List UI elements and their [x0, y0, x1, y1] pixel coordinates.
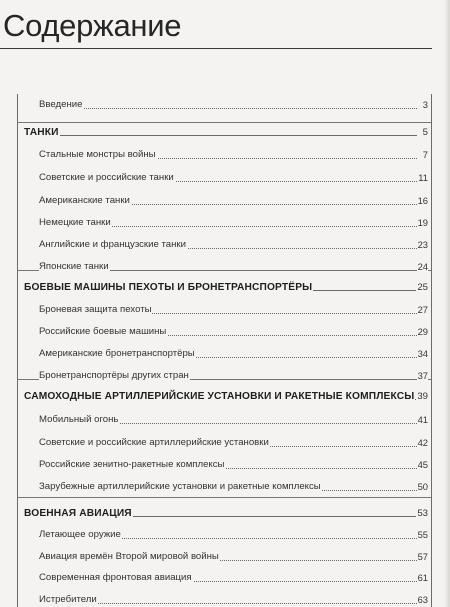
toc-entry[interactable]: [18, 193, 431, 207]
toc-page-number: 16: [417, 195, 428, 206]
toc-page-number: 34: [417, 348, 428, 359]
toc-entry[interactable]: [18, 215, 431, 229]
toc-entry-label: Летающее оружие: [39, 529, 121, 540]
toc-entry-label: Мобильный огонь: [39, 414, 119, 425]
toc-page-number: 11: [418, 172, 428, 183]
section-divider: [18, 122, 431, 123]
toc-entry-label: Истребители: [39, 594, 97, 605]
toc-entry-label: Российские боевые машины: [39, 326, 167, 337]
toc-entry[interactable]: [18, 457, 431, 471]
toc-entry[interactable]: [18, 97, 431, 111]
toc-page-number: 25: [417, 282, 428, 293]
toc-entry[interactable]: [18, 570, 431, 584]
toc-page-number: 50: [417, 481, 428, 492]
toc-frame: [17, 94, 432, 607]
toc-entry-label: Английские и французские танки: [39, 239, 186, 250]
toc-section-label: ТАНКИ: [24, 127, 59, 138]
toc-entry[interactable]: [18, 592, 431, 606]
toc-entry-label: Бронетранспортёры других стран: [39, 370, 189, 381]
toc-section-label: БОЕВЫЕ МАШИНЫ ПЕХОТЫ И БРОНЕТРАНСПОРТЁРЫ: [24, 282, 313, 293]
toc-entry-label: Броневая защита пехоты: [39, 304, 152, 315]
toc-entry-label: Современная фронтовая авиация: [39, 572, 192, 583]
toc-page-number: 24: [417, 261, 428, 272]
toc-page-number: 63: [417, 594, 428, 605]
toc-entry[interactable]: [18, 170, 431, 184]
toc-section-label: САМОХОДНЫЕ АРТИЛЛЕРИЙСКИЕ УСТАНОВКИ И РАКЕТНЫЕ КОМПЛЕКСЫ: [24, 391, 415, 402]
toc-page-number: 5: [422, 127, 428, 138]
toc-entry-label: Стальные монстры войны: [39, 149, 156, 160]
toc-page-number: 57: [417, 551, 428, 562]
toc-entry-label: Американские танки: [39, 195, 130, 206]
toc-page-number: 39: [417, 391, 428, 402]
toc-section[interactable]: [18, 506, 431, 520]
toc-page-number: 27: [417, 304, 428, 315]
toc-entry[interactable]: [18, 324, 431, 338]
dot-leader: [24, 135, 417, 136]
page-title: Содержание: [3, 8, 182, 43]
toc-page-number: 23: [417, 239, 428, 250]
toc-entry[interactable]: [18, 479, 431, 493]
toc-entry-label: Российские зенитно-ракетные комплексы: [39, 459, 225, 470]
toc-entry-label: Авиация времён Второй мировой войны: [39, 551, 219, 562]
toc-entry-label: Американские бронетранспортёры: [39, 348, 195, 359]
toc-section[interactable]: [18, 125, 431, 139]
toc-section-label: ВОЕННАЯ АВИАЦИЯ: [24, 508, 132, 519]
toc-entry[interactable]: [18, 302, 431, 316]
toc-entry-label: Введение: [39, 99, 83, 110]
toc-page-number: 41: [417, 414, 428, 425]
toc-entry[interactable]: [18, 435, 431, 449]
toc-entry-label: Советские и российские артиллерийские установки: [39, 437, 269, 448]
toc-entry[interactable]: [18, 237, 431, 251]
title-rule: [0, 48, 432, 49]
page-edge-shadow: [444, 0, 450, 607]
toc-entry[interactable]: [18, 346, 431, 360]
toc-page-number: 53: [417, 508, 428, 519]
toc-page-number: 37: [417, 370, 428, 381]
toc-page-number: 19: [417, 217, 428, 228]
toc-entry-label: Японские танки: [39, 261, 109, 272]
toc-entry[interactable]: [18, 412, 431, 426]
toc-page-number: 42: [417, 437, 428, 448]
toc-section[interactable]: [18, 280, 431, 294]
toc-section[interactable]: [18, 389, 431, 403]
toc-entry-label: Советские и российские танки: [39, 172, 174, 183]
toc-page-number: 29: [417, 326, 428, 337]
toc-page-number: 61: [417, 572, 428, 583]
toc-entry[interactable]: [18, 549, 431, 563]
dot-leader: [39, 108, 417, 109]
toc-page-number: 55: [417, 529, 428, 540]
toc-entry[interactable]: [18, 527, 431, 541]
toc-entry-label: Немецкие танки: [39, 217, 111, 228]
toc-entry-label: Зарубежные артиллерийские установки и ракетные комплексы: [39, 481, 321, 492]
section-divider: [18, 497, 431, 498]
toc-entry[interactable]: [18, 147, 431, 161]
toc-entry[interactable]: [18, 259, 431, 273]
toc-page-number: 3: [422, 99, 428, 110]
toc-page-number: 7: [422, 149, 428, 160]
toc-entry[interactable]: [18, 368, 431, 382]
toc-page-number: 45: [417, 459, 428, 470]
